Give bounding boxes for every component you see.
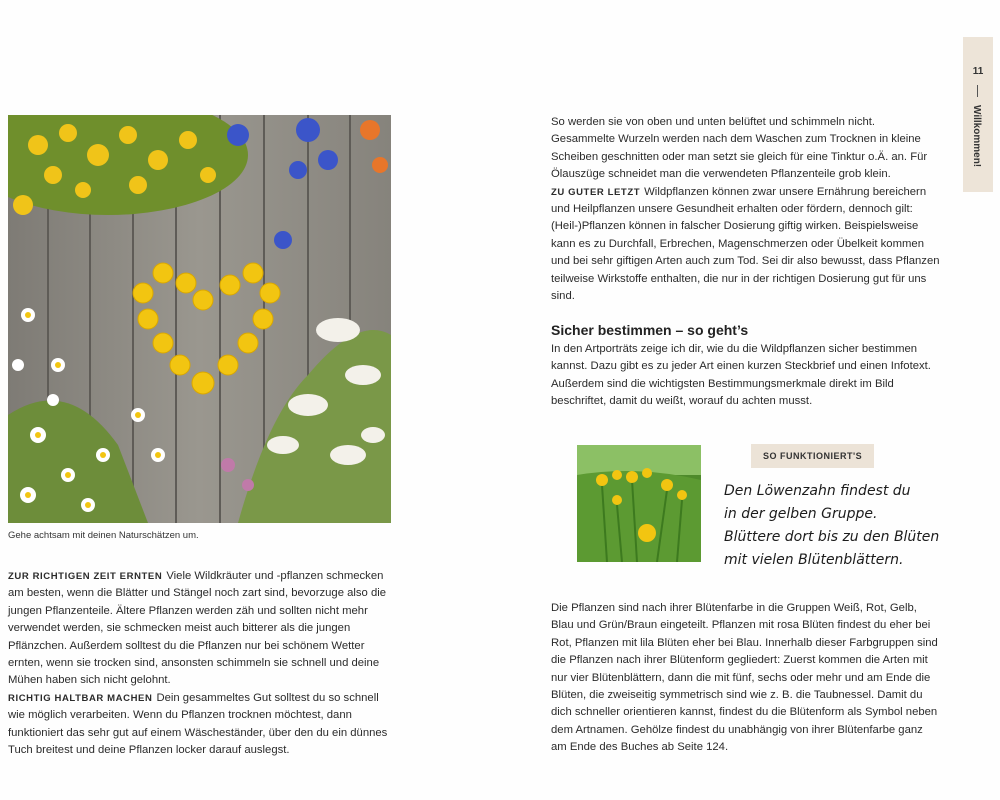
harvest-paragraph: Viele Wildkräuter und -pflanzen schmecken am besten, wenn die Blätter und Stängel noch zart sind, bevorzuge also die jungen Pflanzenteile. Ältere Pflanzen werden zäh und sollten nicht mehr verwendet werden, sie schmecken meist auch bitterer als die jungen Pflänzchen. Außerdem solltest du die Pflanzen nur bei schönem Wetter ernten, wenn sie trocken sind, ansonsten schimmeln sie schnell und deine Mühen haben sich nicht gelohnt. — [8, 570, 387, 687]
handwritten-note — [724, 480, 964, 572]
right-column-text-top — [551, 114, 941, 305]
kicker-preserve: RICHTIG HALTBAR MACHEN — [8, 692, 153, 704]
note-line: in der gelben Gruppe. — [724, 506, 878, 522]
note-line: mit vielen Blütenblättern. — [724, 552, 904, 568]
identify-paragraph: In den Artporträts zeige ich dir, wie du die Wildpflanzen sicher bestimmen kannst. Dazu gibt es zu jeder Art einen kurzen Steckbrief und einen Infotext. Außerdem sind die wichtigsten Bestimmungsmerkmale direkt im Bild beschriftet, damit du weißt, worauf du achten musst. — [551, 343, 931, 408]
kicker-finally: ZU GUTER LETZT — [551, 186, 641, 198]
chapter-tab — [963, 37, 993, 192]
chapter-label: Willkommen! — [971, 105, 982, 168]
tab-separator — [977, 85, 978, 97]
drying-paragraph: So werden sie von oben und unten belüftet und schimmeln nicht. Gesammelte Wurzeln werden nach dem Waschen zum Trocknen in kleine Scheiben geschnitten oder man setzt sie gleich für eine Tinktur o.Ä. an. Für Ölauszüge schneidet man die verwendeten Pflanzenteile grob klein. — [551, 116, 928, 181]
note-line: Blüttere dort bis zu den Blüten — [724, 529, 940, 545]
info-badge: SO FUNKTIONIERT'S — [751, 444, 874, 468]
page-number: 11 — [972, 66, 984, 77]
kicker-harvest: ZUR RICHTIGEN ZEIT ERNTEN — [8, 571, 163, 582]
preserve-paragraph: Dein gesammeltes Gut solltest du so schnell wie möglich verarbeiten. Wenn du Pflanzen trocknen möchtest, dann funktioniert das sehr gut auf einem Wäscheständer, über den du ein dünnes Tuch breitest und deine Pflanzen locker darauf auslegst. — [8, 691, 388, 757]
note-line: Den Löwenzahn findest du — [724, 483, 911, 499]
heart-flowers-photo — [8, 115, 391, 523]
warning-paragraph: Wildpflanzen können zwar unsere Ernährung bereichern und Heilpflanzen unsere Gesundheit erhalten oder fördern, dennoch gilt: (Heil-)Pflanzen können in falscher Dosierung giftig wirken. Beispielsweise kann es zu Durchfall, Erbrechen, Magenschmerzen oder Übelkeit kommen und bei sehr giftigen Arten auch zum Tod. Sei dir also bewusst, dass Pflanzen teilweise Wirkstoffe enthalten, die nur in der richtigen Dosierung gut für uns sind. — [551, 185, 940, 303]
section-heading: Sicher bestimmen – so geht’s — [551, 322, 749, 338]
photo-caption: Gehe achtsam mit deinen Naturschätzen um. — [8, 530, 199, 541]
color-groups-paragraph: Die Pflanzen sind nach ihrer Blütenfarbe in die Gruppen Weiß, Rot, Gelb, Blau und Grün/Braun eingeteilt. Pflanzen mit rosa Blüten findest du eher bei Rot, Pflanzen mit lila Blüten eher bei Blau. Innerhalb dieser Farbgruppen sind die Pflanzen nach ihrer Blütenform gegliedert: Zuerst kommen die Arten mit nur vier Blütenblättern, dann die mit fünf, sechs oder mehr und am Ende die Blüten, die zweiseitig symmetrisch sind wie z. B. die Taubnessel. Damit du dich schneller orientieren kannst, findest du die Blütenform als Symbol neben dem Artnamen. Gehölze findest du unabhängig von ihrer Blütenfarbe ganz am Ende des Buches ab Seite 124. — [551, 602, 938, 754]
left-column-text — [8, 568, 388, 759]
dandelion-photo — [577, 445, 701, 562]
